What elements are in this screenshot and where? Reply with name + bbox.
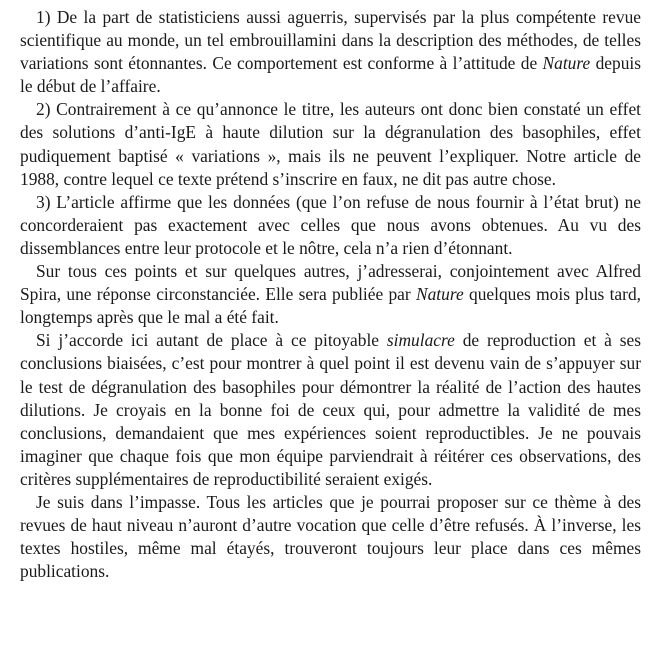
paragraph-4-text: Sur tous ces points et sur quelques autres, j’adresserai, conjointement avec Alfred Spira, une réponse circonstanciée. Elle sera publiée par xyxy=(20,261,641,305)
paragraph-1-text: 1) De la part de statisticiens aussi aguerris, supervisés par la plus compétente revue scientifique au monde, un tel embrouillamini dans la description des méthodes, de telles variations sont étonnantes. Ce comportement est conforme à l’attitude de xyxy=(20,7,641,74)
paragraph-4-text-end: quelques mois plus tard, longtemps après que le mal a été fait. xyxy=(20,284,641,328)
paragraph-6 xyxy=(20,491,641,583)
journal-name-nature: Nature xyxy=(416,284,464,305)
paragraph-5-text: Si j’accorde ici autant de place à ce pitoyable xyxy=(36,330,387,351)
journal-name-nature: Nature xyxy=(542,53,591,74)
paragraph-2-text: 2) Contrairement à ce qu’annonce le titre, les auteurs ont donc bien constaté un effet des solutions d’anti-IgE à haute dilution sur la dégranulation des basophiles, effet pudiquement baptisé « variations », mais ils ne peuvent l’expliquer. Notre article de 1988, contre lequel ce texte prétend s’inscrire en faux, ne dit pas autre chose. xyxy=(20,99,641,189)
paragraph-3-text: 3) L’article affirme que les données (que l’on refuse de nous fournir à l’état brut) ne concorderaient pas exactement avec celles que nous avons obtenues. Au vu des dissemblances entre leur protocole et le nôtre, cela n’a rien d’étonnant. xyxy=(20,191,641,258)
paragraph-1 xyxy=(20,6,641,98)
paragraph-4 xyxy=(20,260,641,329)
paragraph-2 xyxy=(20,98,641,190)
paragraph-5-text-end: de reproduction et à ses conclusions biaisées, c’est pour montrer à quel point il est devenu vain de s’appuyer sur le test de dégranulation des basophiles pour démontrer la réalité de l’action des hautes dilutions. Je croyais en la bonne foi de ceux qui, pour admettre la validité de mes conclusions, demandaient que mes expériences soient reproductibles. Je ne pouvais imaginer que chaque fois que mon équipe parviendrait à réitérer ces observations, des critères supplémentaires de reproductibilité seraient exigés. xyxy=(20,330,642,489)
italic-term-simulacre: simulacre xyxy=(386,330,455,351)
paragraph-6-text: Je suis dans l’impasse. Tous les articles que je pourrai proposer sur ce thème à des revues de haut niveau n’auront d’autre vocation que celle d’être refusés. À l’inverse, les textes hostiles, même mal étayés, trouveront toujours leur place dans ces mêmes publications. xyxy=(20,491,641,582)
paragraph-3 xyxy=(20,191,641,260)
paragraph-5 xyxy=(20,329,641,491)
paragraph-1-text-end: depuis le début de l’affaire. xyxy=(20,53,641,97)
